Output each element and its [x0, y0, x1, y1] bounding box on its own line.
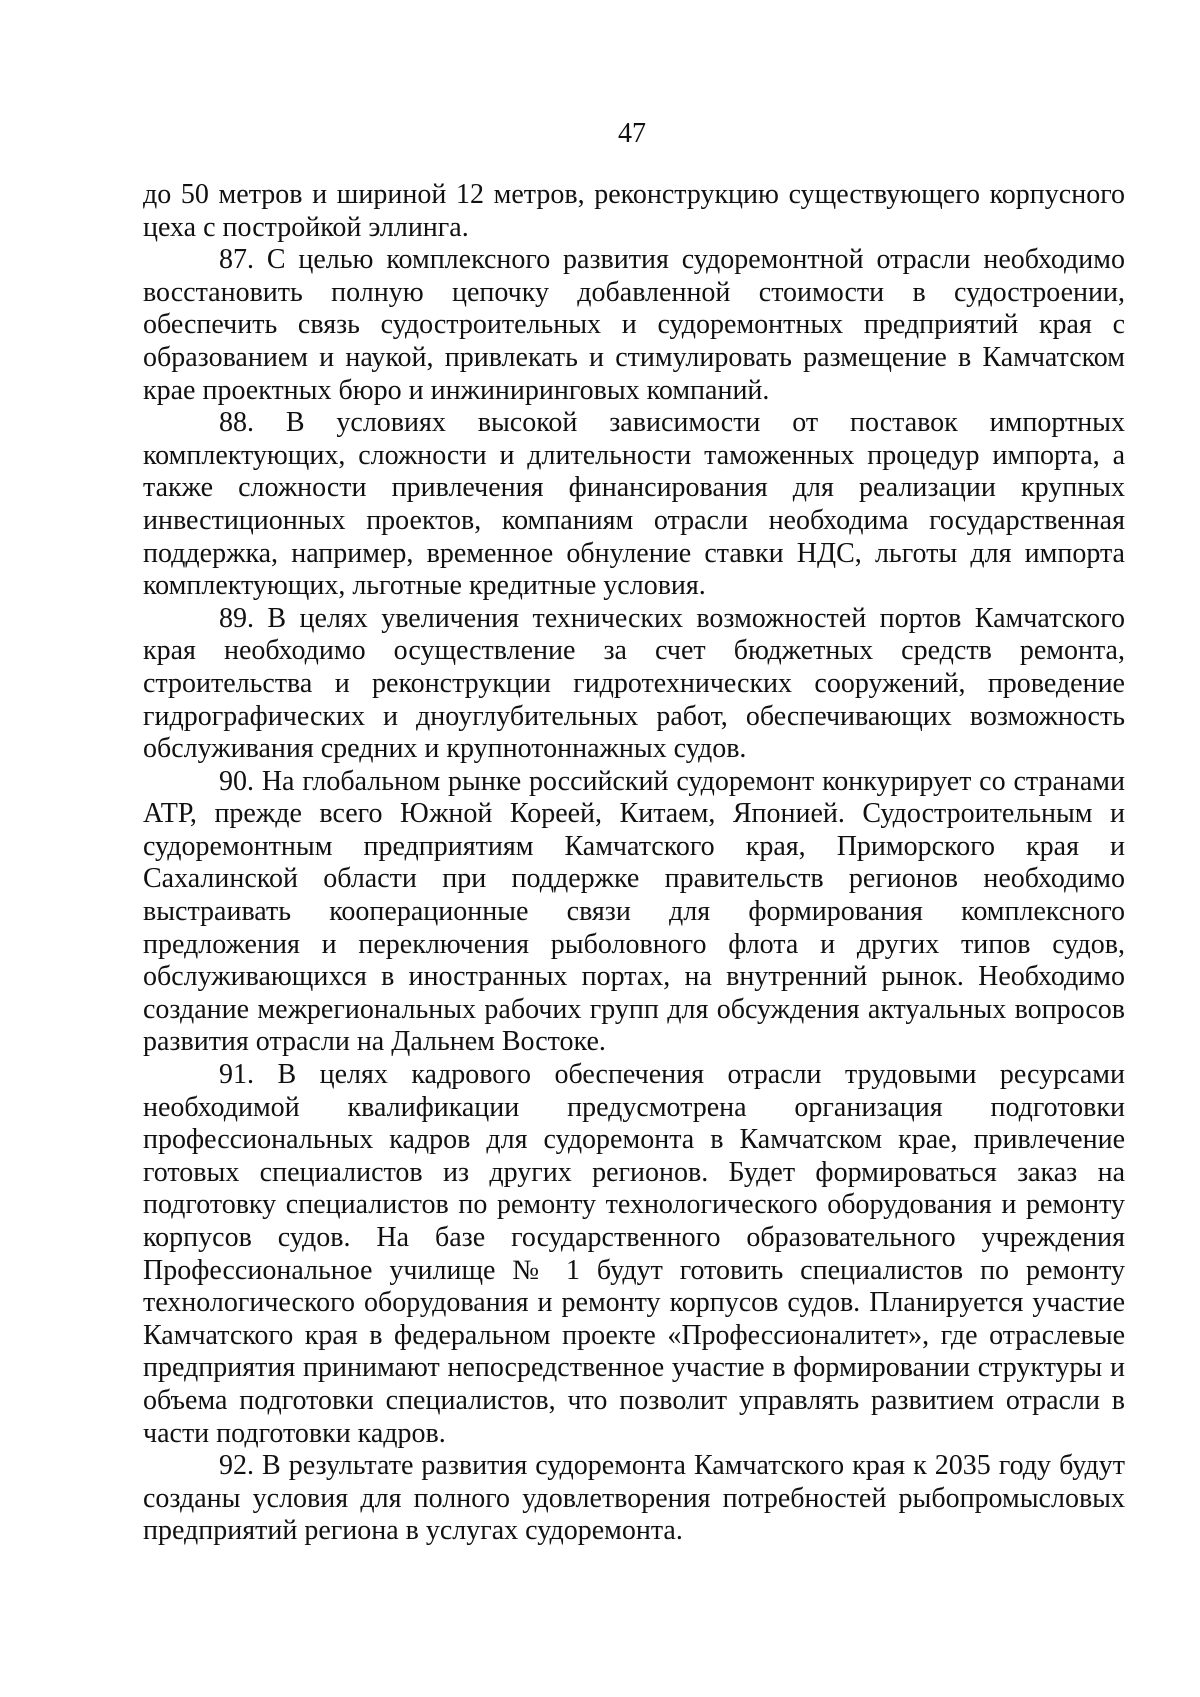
paragraph-89: 89. В целях увеличения технических возможностей портов Камчатского края необходимо осуществление за счет бюджетных средств ремонта, строительства и реконструкции гидротехнических сооружений, проведение гидрографических и дноуглубительных работ, обеспечивающих возможность обслуживания средних и крупнотоннажных судов.: [143, 602, 1125, 765]
paragraph-continuation: до 50 метров и шириной 12 метров, реконструкцию существующего корпусного цеха с постройкой эллинга.: [143, 179, 1125, 243]
paragraph-87: 87. С целью комплексного развития судоремонтной отрасли необходимо восстановить полную цепочку добавленной стоимости в судостроении, обеспечить связь судостроительных и судоремонтных предприятий края с образованием и наукой, привлекать и стимулировать размещение в Камчатском крае проектных бюро и инжиниринговых компаний.: [143, 244, 1125, 406]
page-number: 47: [618, 118, 646, 149]
paragraph-92: 92. В результате развития судоремонта Камчатского края к 2035 году будут созданы условия для полного удовлетворения потребностей рыбопромысловых предприятий региона в услугах судоремонта.: [143, 1450, 1125, 1547]
document-body: [143, 179, 1125, 1548]
paragraph-90: 90. На глобальном рынке российский судоремонт конкурирует со странами АТР, прежде всего Южной Кореей, Китаем, Японией. Судостроительным и судоремонтным предприятиям Камчатского края, Приморского края и Сахалинской области при поддержке правительств регионов необходимо выстраивать кооперационные связи для формирования комплексного предложения и переключения рыболовного флота и других типов судов, обслуживающихся в иностранных портах, на внутренний рынок. Необходимо создание межрегиональных рабочих групп для обсуждения актуальных вопросов развития отрасли на Дальнем Востоке.: [143, 765, 1125, 1058]
paragraph-88: 88. В условиях высокой зависимости от поставок импортных комплектующих, сложности и длительности таможенных процедур импорта, а также сложности привлечения финансирования для реализации крупных инвестиционных проектов, компаниям отрасли необходима государственная поддержка, например, временное обнуление ставки НДС, льготы для импорта комплектующих, льготные кредитные условия.: [143, 407, 1125, 602]
paragraph-91: 91. В целях кадрового обеспечения отрасли трудовыми ресурсами необходимой квалификации предусмотрена организация подготовки профессиональных кадров для судоремонта в Камчатском крае, привлечение готовых специалистов из других регионов. Будет формироваться заказ на подготовку специалистов по ремонту технологического оборудования и ремонту корпусов судов. На базе государственного образовательного учреждения Профессиональное училище № 1 будут готовить специалистов по ремонту технологического оборудования и ремонту корпусов судов. Планируется участие Камчатского края в федеральном проекте «Профессионалитет», где отраслевые предприятия принимают непосредственное участие в формировании структуры и объема подготовки специалистов, что позволит управлять развитием отрасли в части подготовки кадров.: [143, 1059, 1125, 1449]
